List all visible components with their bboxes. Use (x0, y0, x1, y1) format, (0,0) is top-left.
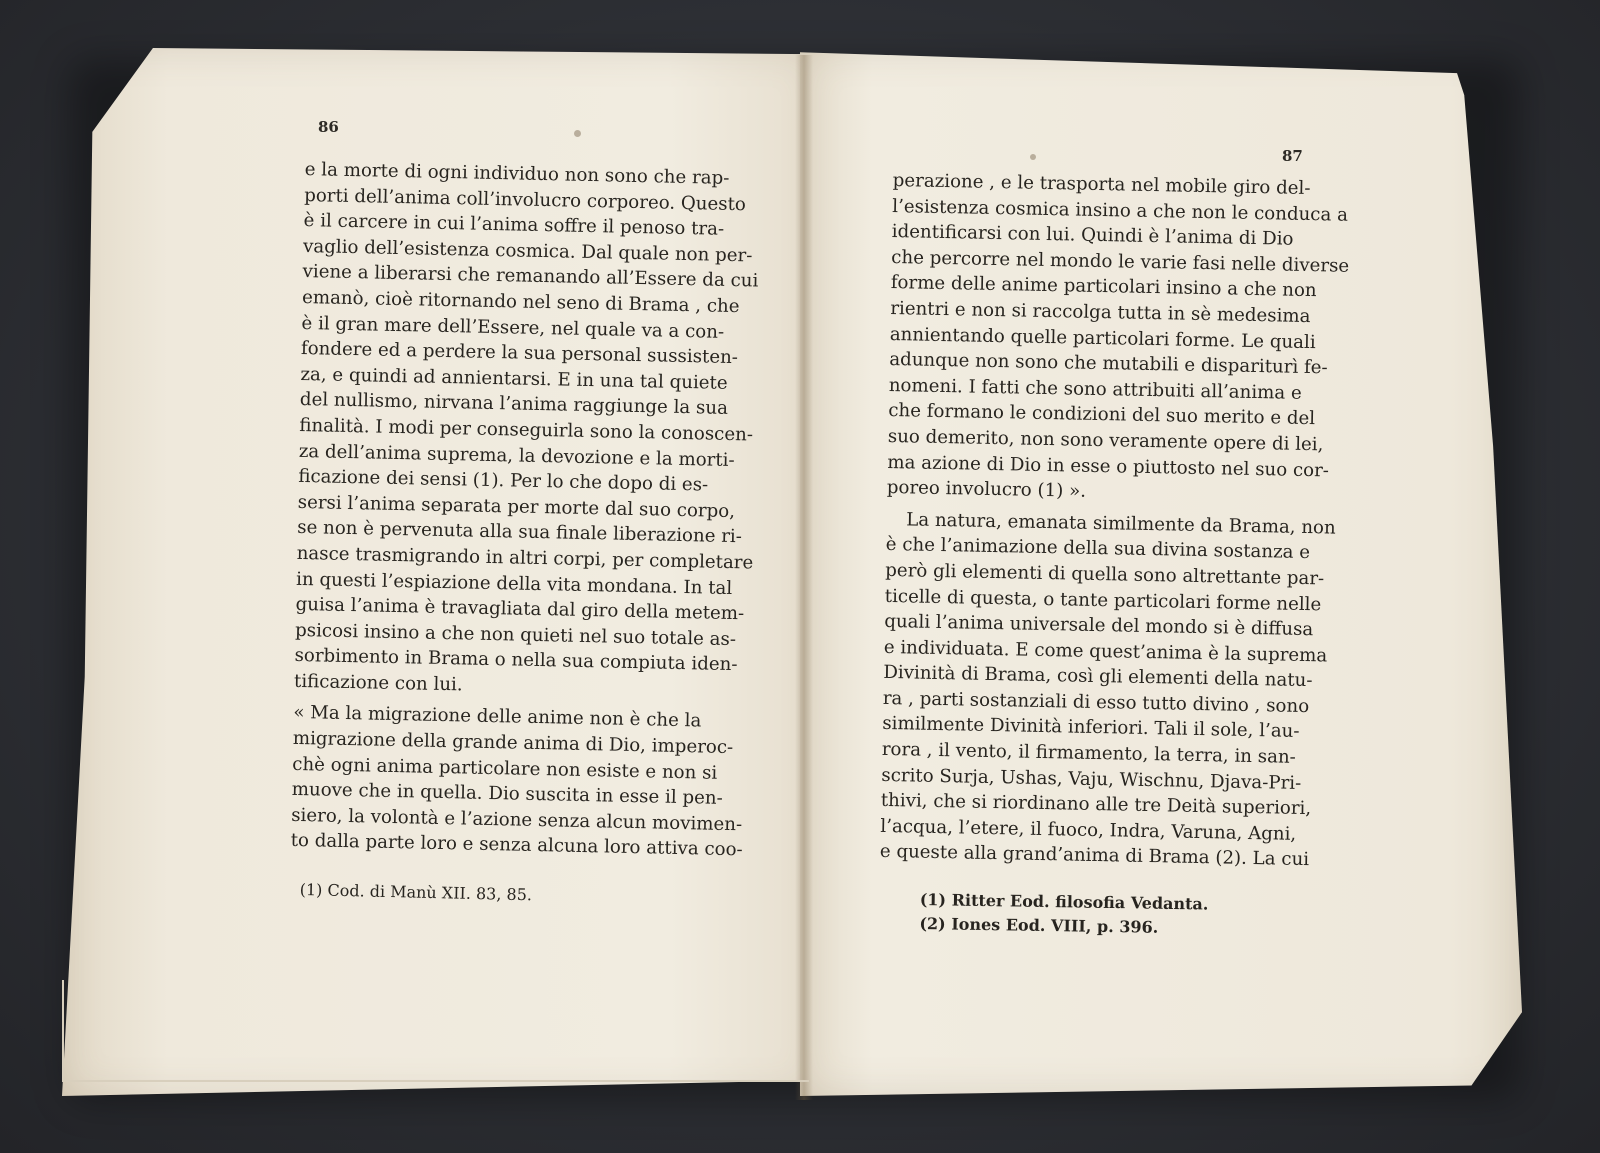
text-line: « Ma la migrazione delle anime non è che la (293, 702, 702, 732)
paper-speck (574, 130, 581, 137)
text-line: scrito Surja, Ushas, Vaju, Wischnu, Djava-Pri- (881, 764, 1302, 794)
text-line: sersi l’anima separata per morte dal suo corpo, (297, 491, 736, 522)
text-line: similmente Divinità inferiori. Tali il sole, l’au- (882, 713, 1300, 743)
book-spine-fold (795, 55, 813, 1100)
text-line: nasce trasmigrando in altri corpi, per completare (296, 542, 754, 574)
text-line: za, e quindi ad annientarsi. E in una tal quiete (300, 363, 728, 394)
text-line: ticelle di questa, o tante particolari forme nelle (884, 585, 1322, 615)
text-line: psicosi insino a che non quieti nel suo totale as- (294, 619, 737, 650)
paper-speck (1030, 154, 1036, 160)
text-line: fondere ed a perdere la sua personal sussisten- (300, 338, 739, 369)
text-line: che formano le condizioni del suo merito e del (888, 400, 1316, 430)
right-page-number: 87 (1282, 147, 1303, 165)
text-line: siero, la volontà e l’azione senza alcun movimen- (290, 804, 743, 836)
text-line: rientri e non si raccolga tutta in sè medesima (890, 297, 1311, 328)
text-line: però gli elementi di quella sono altrettante par- (885, 559, 1325, 590)
footnote: (1) Ritter Eod. filosofia Vedanta. (919, 889, 1209, 914)
text-line: perazione , e le trasporta nel mobile giro del- (892, 169, 1311, 200)
text-line: to dalla parte loro e senza alcuna loro attiva coo- (290, 830, 743, 861)
text-line: sorbimento in Brama o nella sua compiuta iden- (294, 645, 738, 676)
text-line: finalità. I modi per conseguirla sono la conoscen- (299, 414, 754, 446)
right-page-text (879, 168, 1350, 873)
text-line: viene a liberarsi che remanando all’Essere da cui (302, 261, 759, 292)
text-line: è il carcere in cui l’anima soffre il penoso tra- (303, 210, 725, 240)
text-line: in questi l’espiazione della vita mondana. In tal (295, 568, 733, 599)
text-line: ma azione di Dio in esse o piuttosto nel suo cor- (887, 451, 1330, 481)
text-line: e queste alla grand’anima di Brama (2). La cui (879, 841, 1310, 871)
text-line: guisa l’anima è travagliata dal giro della metem- (295, 593, 745, 625)
text-line: emanò, cioè ritornando nel seno di Brama , che (301, 286, 740, 318)
text-line: identificarsi con lui. Quindi è l’anima di Dio (891, 221, 1294, 250)
text-line: muove che in quella. Dio suscita in esse il pen- (291, 779, 723, 810)
text-line: quali l’anima universale del mondo si è diffusa (884, 611, 1314, 641)
text-line: è il gran mare dell’Essere, nel quale va a con- (301, 312, 725, 343)
text-line: annientando quelle particolari forme. Le quali (889, 323, 1316, 353)
text-line: è che l’animazione della sua divina sostanza e (885, 534, 1311, 564)
text-line: nomeni. I fatti che sono attribuiti all’anima e (888, 374, 1302, 404)
text-line: che percorre nel mondo le varie fasi nelle diverse (891, 246, 1350, 277)
text-line: ra , parti sostanziali di esso tutto divino , sono (882, 687, 1310, 717)
footnote: (1) Cod. di Manù XII. 83, 85. (299, 879, 533, 905)
text-line: thivi, che si riordinano alle tre Deità superiori, (880, 790, 1312, 820)
text-line: ficazione dei sensi (1). Per lo che dopo di es- (298, 466, 709, 496)
text-line: migrazione della grande anima di Dio, imperoc- (292, 727, 734, 759)
text-line: suo demerito, non sono veramente opere di lei, (887, 425, 1324, 456)
text-line: del nullismo, nirvana l’anima raggiunge la sua (299, 389, 729, 420)
text-line: e la morte di ogni individuo non sono che rap- (304, 158, 730, 189)
text-line: za dell’anima suprema, la devozione e la morti- (298, 440, 735, 471)
text-line: se non è pervenuta alla sua finale liberazione ri- (297, 517, 743, 548)
footnote: (2) Iones Eod. VIII, p. 396. (919, 913, 1159, 937)
text-line: chè ogni anima particolare non esiste e non si (292, 753, 718, 784)
right-page-footnotes (919, 888, 1208, 941)
text-line: adunque non sono che mutabili e dispariturì fe- (889, 349, 1328, 379)
text-line: vaglio dell’esistenza cosmica. Dal quale non per- (302, 235, 753, 267)
text-line: poreo involucro (1) ». (886, 477, 1087, 502)
left-page-number: 86 (318, 118, 339, 136)
text-line: l’esistenza cosmica insino a che non le conduca a (892, 195, 1349, 226)
text-line: Divinità di Brama, così gli elementi della natu- (883, 662, 1313, 692)
text-line: e individuata. E come quest’anima è la suprema (883, 636, 1328, 667)
left-page-text (290, 157, 759, 863)
text-line: La natura, emanata similmente da Brama, non (906, 509, 1336, 539)
text-line: rora , il vento, il firmamento, la terra, in san- (881, 738, 1297, 768)
text-line: forme delle anime particolari insino a che non (890, 272, 1317, 302)
text-line: tificazione con lui. (293, 670, 463, 696)
text-line: porti dell’anima coll’involucro corporeo. Questo (303, 184, 747, 215)
text-line: l’acqua, l’etere, il fuoco, Indra, Varuna, Agni, (880, 815, 1297, 845)
